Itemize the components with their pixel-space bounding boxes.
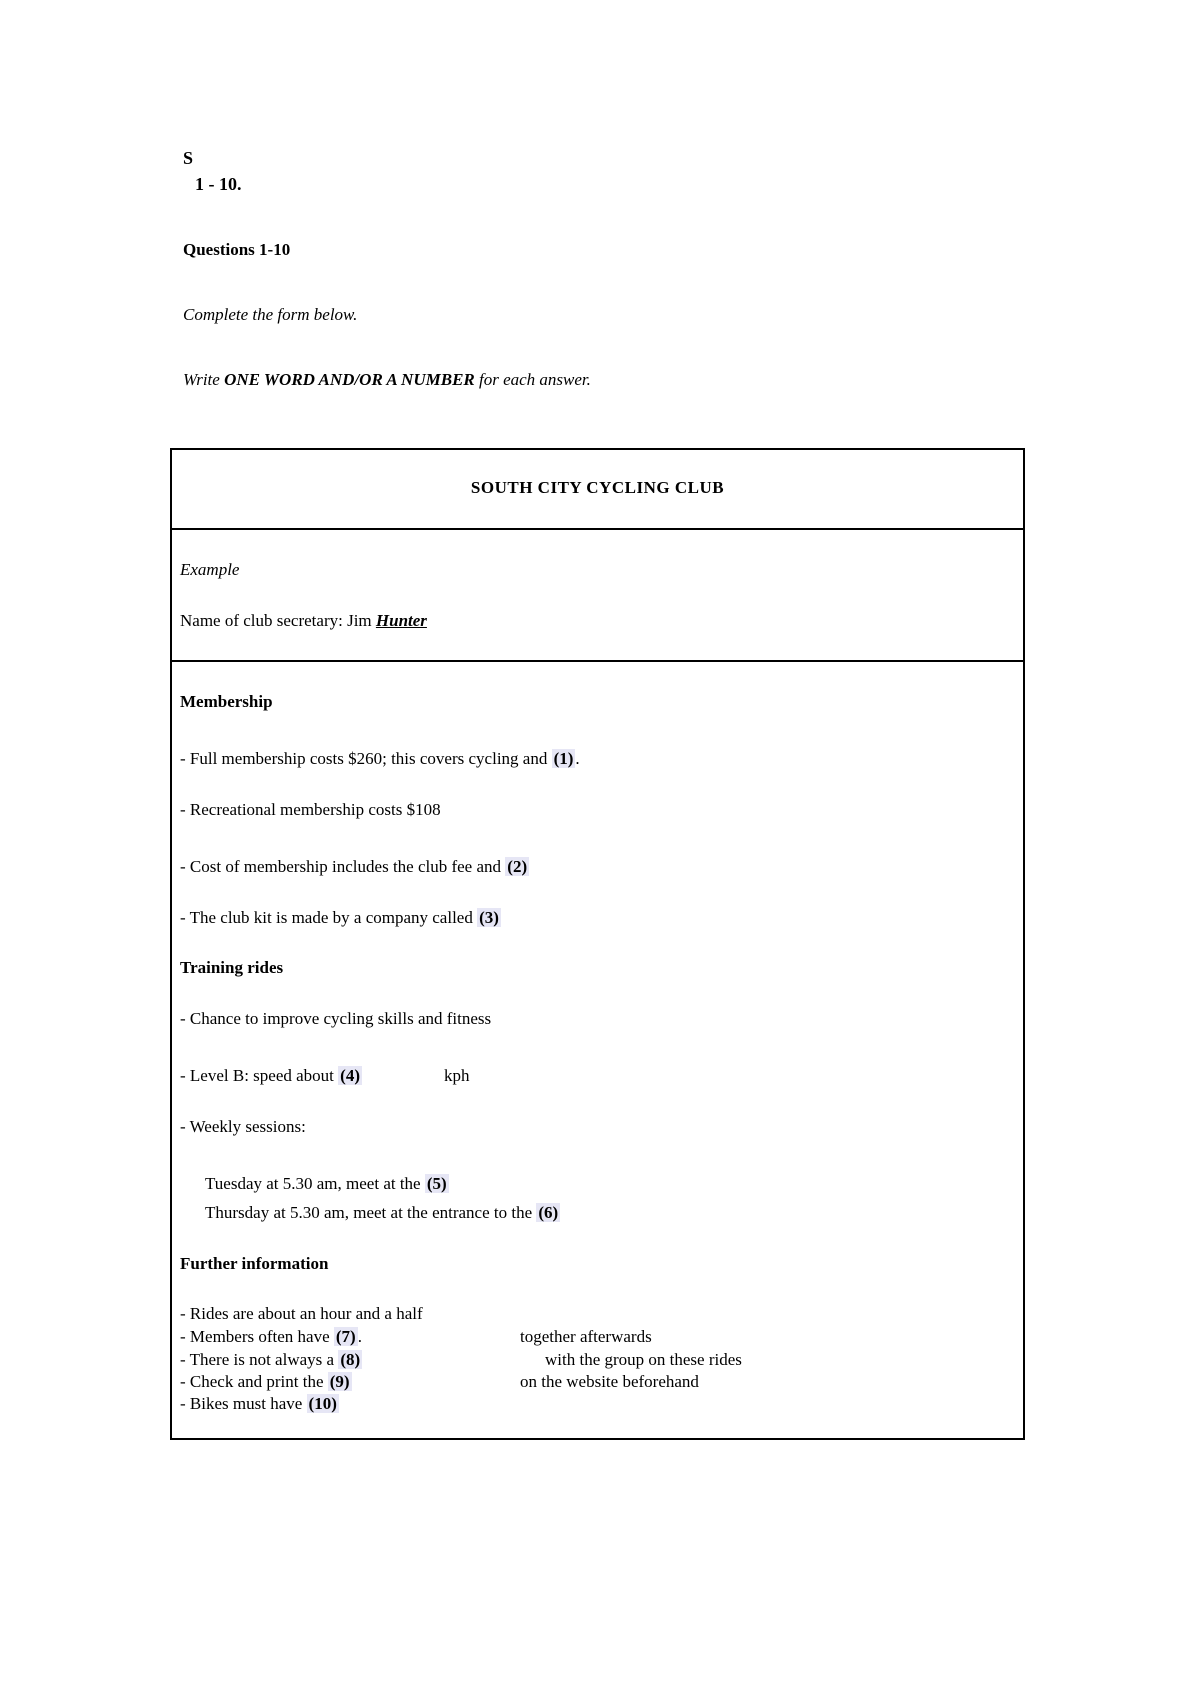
question-5-line <box>205 1174 449 1194</box>
question-9-line <box>180 1372 352 1392</box>
example-line <box>180 611 427 631</box>
q8-after: with the group on these rides <box>545 1350 742 1369</box>
q9-text: - Check and print the <box>180 1372 328 1391</box>
form-title: SOUTH CITY CYCLING CLUB <box>470 478 725 497</box>
chance-line: - Chance to improve cycling skills and fitness <box>180 1009 492 1028</box>
q7-dot: . <box>357 1327 362 1346</box>
question-10-number[interactable]: (10) <box>308 1394 337 1413</box>
question-4-line <box>180 1066 469 1086</box>
question-2-number[interactable]: (2) <box>507 857 528 876</box>
q9-after: on the website beforehand <box>520 1372 699 1391</box>
question-4-number[interactable]: (4) <box>340 1066 360 1085</box>
question-5-number[interactable]: (5) <box>426 1174 447 1193</box>
question-6-number[interactable]: (6) <box>538 1203 559 1222</box>
q2-text: - Cost of membership includes the club fee and <box>180 857 506 876</box>
q10-text: - Bikes must have <box>180 1394 307 1413</box>
q4-unit: kph <box>443 1066 470 1085</box>
question-2-line <box>180 857 529 877</box>
example-answer: Hunter <box>375 611 427 630</box>
question-1-number[interactable]: (1) <box>553 749 574 768</box>
question-3-line <box>180 908 501 928</box>
complete-instruction: Complete the form below. <box>183 305 358 324</box>
membership-heading: Membership <box>180 692 273 711</box>
q5-text: Tuesday at 5.30 am, meet at the <box>205 1174 425 1193</box>
question-7-line <box>180 1327 362 1347</box>
write-emphasis: ONE WORD AND/OR A NUMBER <box>224 370 475 389</box>
question-3-number[interactable]: (3) <box>479 908 499 927</box>
page-header-line2: 1 - 10. <box>195 174 242 194</box>
training-heading: Training rides <box>180 958 284 977</box>
question-1-line <box>180 749 580 769</box>
example-text: Name of club secretary: Jim <box>180 611 376 630</box>
recreational-line: - Recreational membership costs $108 <box>180 800 441 819</box>
q8-text: - There is not always a <box>180 1350 339 1369</box>
q7-text: - Members often have <box>180 1327 334 1346</box>
page-header-line1: S <box>183 148 194 168</box>
q4-text: - Level B: speed about <box>180 1066 339 1085</box>
q7-after: together afterwards <box>520 1327 652 1346</box>
question-8-line <box>180 1350 362 1370</box>
write-suffix: for each answer. <box>474 370 591 389</box>
question-6-line <box>205 1203 560 1223</box>
further-heading: Further information <box>180 1254 329 1273</box>
rides-line: - Rides are about an hour and a half <box>180 1304 423 1323</box>
q1-text: - Full membership costs $260; this covers cycling and <box>180 749 552 768</box>
weekly-line: - Weekly sessions: <box>180 1117 306 1136</box>
questions-label: Questions 1-10 <box>183 240 291 259</box>
write-instruction <box>183 370 591 390</box>
title-divider <box>172 528 1023 530</box>
q3-text: - The club kit is made by a company called <box>180 908 478 927</box>
q6-text: Thursday at 5.30 am, meet at the entrance to the <box>205 1203 537 1222</box>
q1-post: . <box>575 749 580 768</box>
question-10-line <box>180 1394 339 1414</box>
question-8-number[interactable]: (8) <box>340 1350 361 1369</box>
write-prefix: Write <box>183 370 225 389</box>
cycling-club-form <box>170 448 1025 1440</box>
question-9-number[interactable]: (9) <box>329 1372 350 1391</box>
example-label: Example <box>180 560 240 579</box>
question-7-number[interactable]: (7) <box>335 1327 356 1346</box>
example-divider <box>172 660 1023 662</box>
